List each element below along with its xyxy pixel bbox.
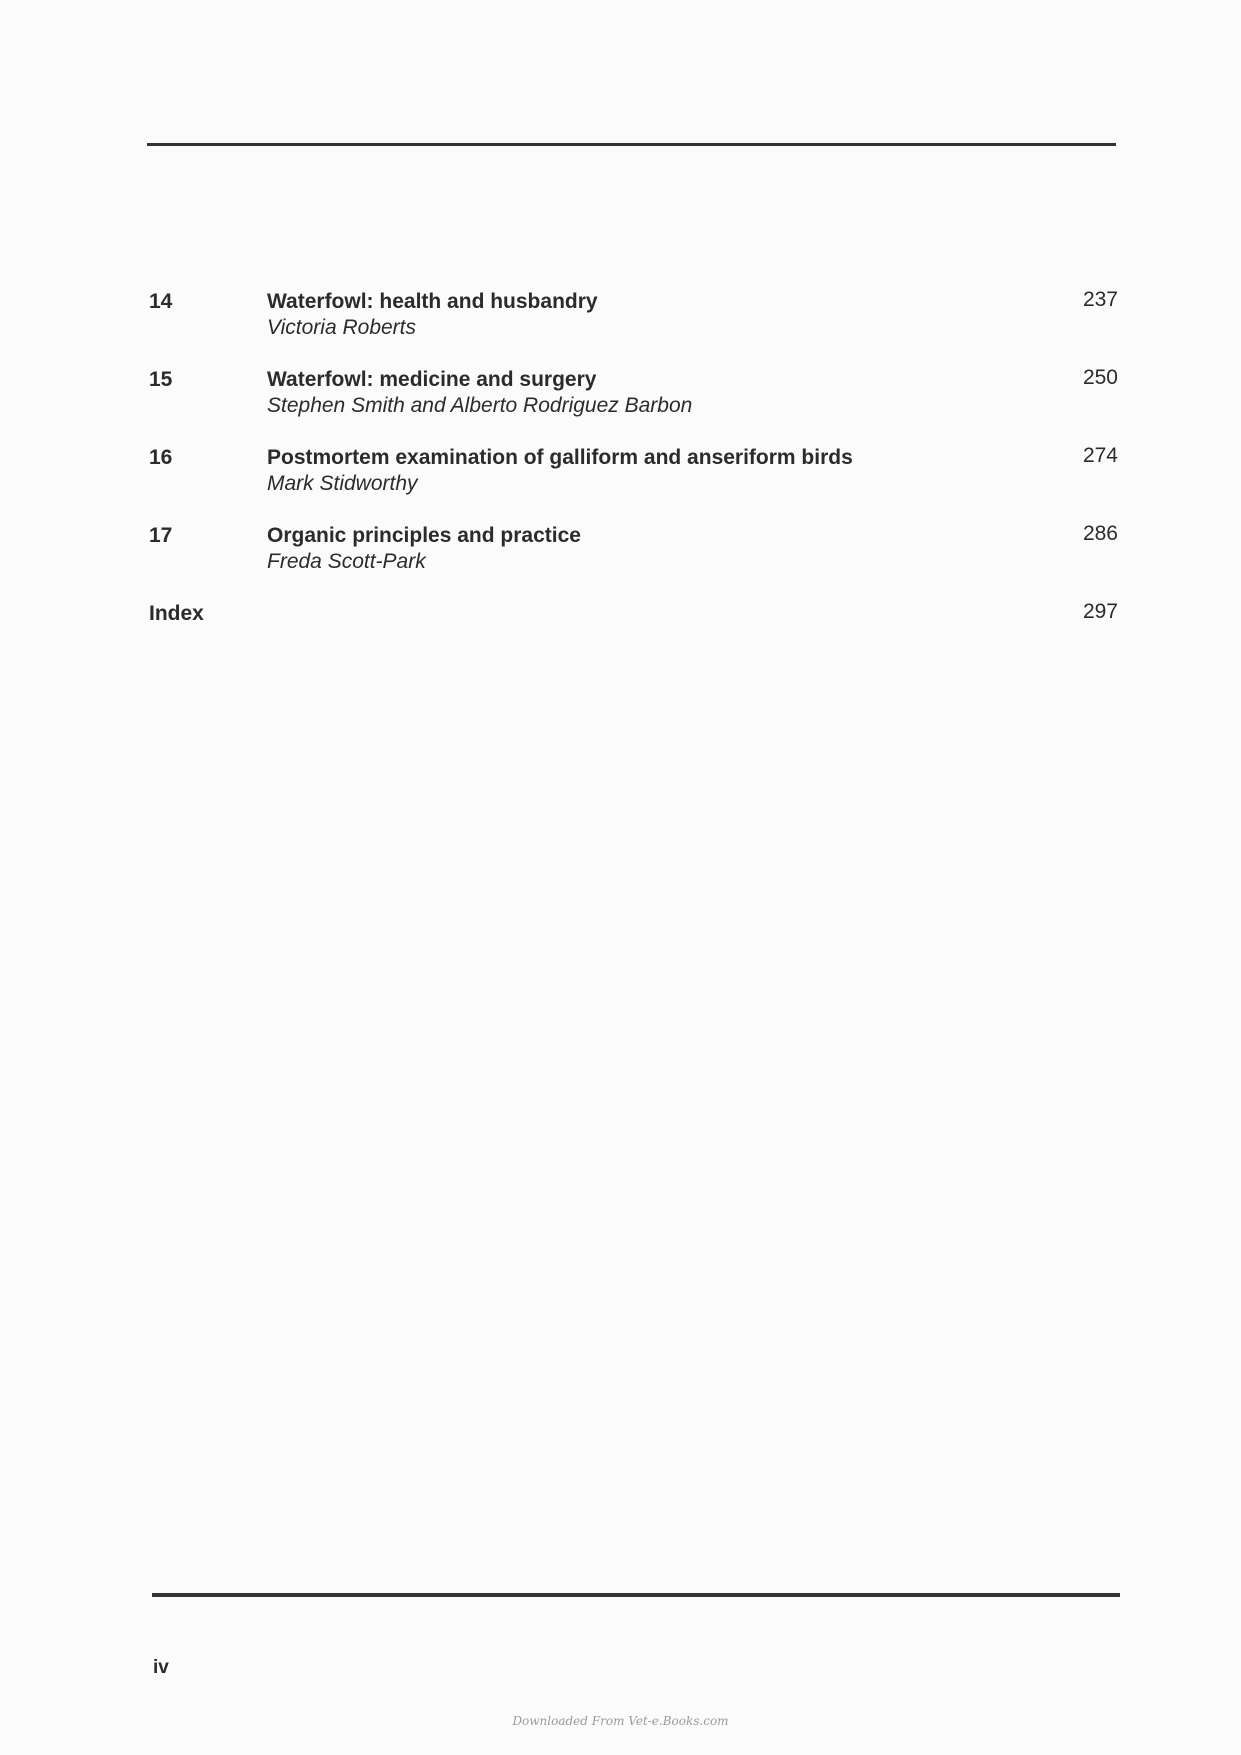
chapter-number: 15 — [149, 368, 173, 391]
chapter-author: Victoria Roberts — [267, 316, 417, 339]
chapter-page: 286 — [1082, 522, 1118, 545]
chapter-title: Organic principles and practice — [267, 524, 581, 547]
chapter-page: 237 — [1082, 288, 1118, 311]
chapter-number: 17 — [149, 524, 173, 547]
toc-entry-index[interactable] — [149, 600, 1118, 640]
index-label: Index — [149, 602, 204, 625]
chapter-title: Postmortem examination of galliform and anseriform birds — [267, 446, 853, 469]
chapter-page: 250 — [1082, 366, 1118, 389]
chapter-author: Freda Scott-Park — [267, 550, 426, 573]
chapter-title: Waterfowl: health and husbandry — [267, 290, 598, 313]
chapter-author: Mark Stidworthy — [267, 472, 418, 495]
chapter-number: 16 — [149, 446, 173, 469]
toc-entry-17[interactable] — [149, 522, 1118, 600]
toc-entry-16[interactable] — [149, 444, 1118, 522]
toc-entry-15[interactable] — [149, 366, 1118, 444]
download-watermark: Downloaded From Vet-e.Books.com — [512, 1714, 729, 1728]
chapter-author: Stephen Smith and Alberto Rodriguez Barbon — [267, 394, 693, 417]
page-folio: iv — [153, 1657, 169, 1678]
top-rule — [147, 143, 1116, 146]
toc-entry-14[interactable] — [149, 288, 1118, 366]
table-of-contents — [149, 288, 1118, 640]
chapter-number: 14 — [149, 290, 173, 313]
chapter-page: 274 — [1082, 444, 1118, 467]
index-page: 297 — [1082, 600, 1118, 623]
chapter-title: Waterfowl: medicine and surgery — [267, 368, 597, 391]
bottom-rule — [152, 1593, 1120, 1597]
